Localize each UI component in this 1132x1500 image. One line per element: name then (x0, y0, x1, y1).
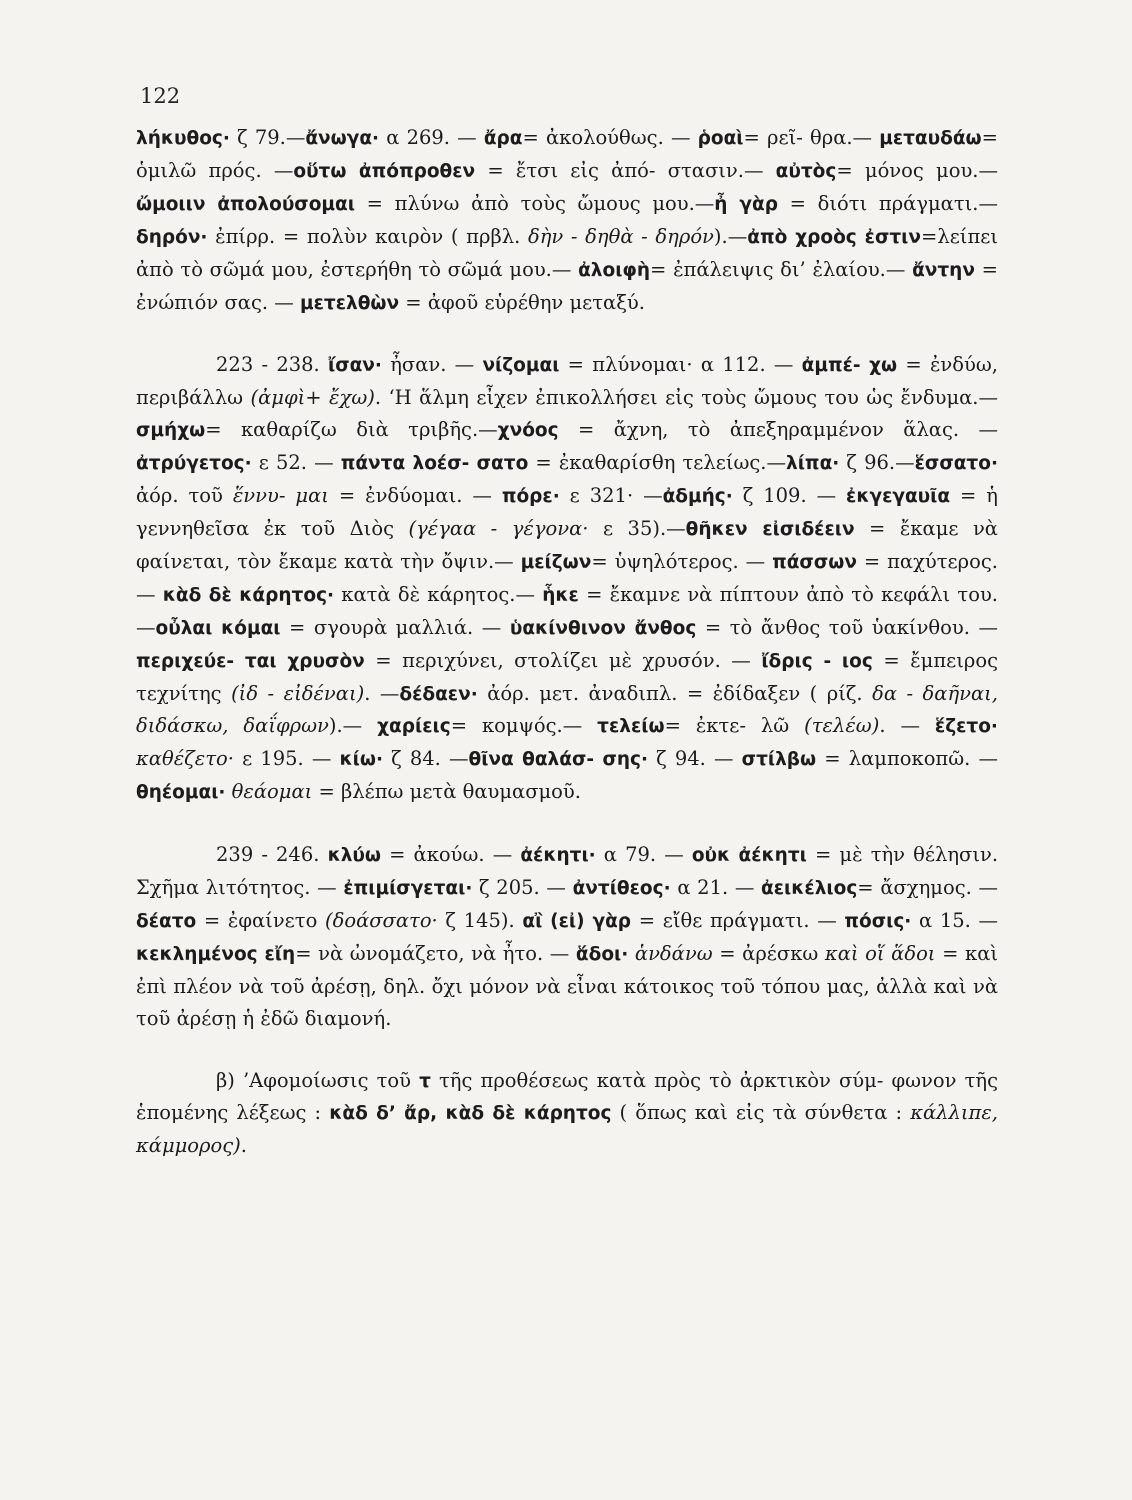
headword: ἀντίθεος· (572, 878, 671, 900)
headword: θηέομαι· (136, 782, 226, 804)
headword: ἄρα (483, 128, 523, 149)
headword: ἅδοι· (575, 943, 629, 965)
headword: ἦ γὰρ (714, 193, 778, 215)
headword: ἀμπέ- χω (801, 355, 898, 377)
headword: μετελθὼν (299, 292, 400, 314)
paragraph-assimilation-note: β) ’Αφομοίωσις τοῦ τ τῆς προθέσεως κατὰ πρὸς τὸ ἀρκτικὸν σύμ- φωνον τῆς ἑπομένης λέξεως : κὰδ δ’ ἄρ, κὰδ δὲ κάρητος ( ὅπως καὶ εἰς τὰ σύνθετα : κάλλιπε, κάμμορος). (136, 1068, 999, 1158)
headword: ἀπὸ χροὸς ἐστιν (747, 226, 921, 248)
headword: δηρόν· (136, 226, 208, 248)
headword: χνόος (497, 420, 559, 442)
italic-term: δα - δαῆναι, διδάσκω, δαΐφρων (136, 681, 998, 738)
italic-term: (δοάσσατο· (324, 908, 438, 932)
paragraph-glossary-intro: λήκυθος· ζ 79.—ἄνωγα· α 269. — ἄρα= ἀκολούθως. — ῥοαὶ= ρεῖ- θρα.— μεταυδάω= ὁμιλῶ πρός. —οὕτω ἀπόπροθεν = ἔτσι εἰς ἀπό- στασιν.— αὐτὸς= μόνος μου.— ὤμοιιν ἀπολούσομαι = πλύνω ἀπὸ τοὺς ὤμους μου.—ἦ γὰρ = διότι πράγματι.—δηρόν· ἐπίρρ. = πολὺν καιρὸν ( πρβλ. δὴν - δηθὰ - δηρόν).—ἀπὸ χροὸς ἐστιν=λείπει ἀπὸ τὸ σῶμά μου, ἐστερήθη τὸ σῶμά μου.— ἀλοιφὴ= ἐπάλειψις δι’ ἐλαίου.— ἄντην = ἐνώπιόν σας. — μετελθὼν = ἀφοῦ εὑρέθην μεταξύ. (136, 126, 999, 314)
headword: θῖνα θαλάσ- σης· (468, 749, 649, 771)
headword: ὑακίνθινον ἄνθος (509, 617, 697, 639)
italic-term: ἕννυ- μαι (232, 484, 329, 508)
headword: οὐκ ἀέκητι (691, 845, 807, 867)
headword: ἄνωγα· (305, 128, 380, 149)
headword: περιχεύε- ται χρυσὸν (136, 650, 365, 672)
paragraph-lines-223-238: 223 - 238. ἴσαν· ἦσαν. — νίζομαι = πλύνομαι· α 112. — ἀμπέ- χω = ἐνδύω, περιβάλλω (ἀμφὶ+ ἔχω). ‘Η ἅλμη εἶχεν ἐπικολλήσει εἰς τοὺς ὤμους του ὡς ἔνδυμα.—σμήχω= καθαρίζω διὰ τριβῆς.—χνόος = ἄχνη, τὸ ἀπεξηραμμένον ἅλας. — ἀτρύγετος· ε 52. — πάντα λοέσ- σατο = ἐκαθαρίσθη τελείως.—λίπα· ζ 96.—ἕσσατο· ἀόρ. τοῦ ἕννυ- μαι = ἐνδύομαι. — πόρε· ε 321· —ἀδμής· ζ 109. — ἐκγεγαυῖα = ἡ γεννηθεῖσα ἐκ τοῦ Διὸς (γέγαα - γέγονα· ε 35).—θῆκεν εἰσιδέειν = ἔκαμε νὰ φαίνεται, τὸν ἔκαμε κατὰ τὴν ὄψιν.— μείζων= ὑψηλότερος. — πάσσων = παχύτερος. — κὰδ δὲ κάρητος· κατὰ δὲ κάρητος.— ἧκε = ἔκαμνε νὰ πίπτουν ἀπὸ τὸ κεφάλι του.—οὖλαι κόμαι = σγουρὰ μαλλιά. — ὑακίνθινον ἄνθος = τὸ ἄνθος τοῦ ὑακίνθου. — περιχεύε- ται χρυσὸν = περιχύνει, στολίζει μὲ χρυσόν. — ἴδρις - ιος = ἔμπειρος τεχνίτης (ἰδ - εἰδέναι). —δέδαεν· ἀόρ. μετ. ἀναδιπλ. = ἐδίδαξεν ( ρίζ. δα - δαῆναι, διδάσκω, δαΐφρων).— χαρίεις= κομψός.— τελείω= ἐκτε- λῶ (τελέω). — ἕζετο· καθέζετο· ε 195. — κίω· ζ 84. —θῖνα θαλάσ- σης· ζ 94. — στίλβω = λαμποκοπῶ. —θηέομαι· θεάομαι = βλέπω μετὰ θαυμασμοῦ. (136, 353, 999, 804)
headword: θῆκεν εἰσιδέειν (685, 518, 855, 540)
italic-term: δὴν - δηθὰ - δηρόν (527, 224, 714, 248)
headword: δέδαεν· (399, 683, 478, 705)
headword: ἀέκητι· (520, 845, 596, 867)
headword: αἲ (εἰ) γὰρ (522, 910, 632, 932)
headword: πόσις· (844, 910, 912, 932)
italic-term: οἵ (865, 941, 885, 965)
headword: ἕζετο· (934, 716, 998, 738)
headword: κλύω (327, 845, 381, 867)
headword: τ (419, 1070, 431, 1092)
italic-term: ἁνδάνω (634, 941, 713, 965)
headword: ὤμοιιν ἀπολούσομαι (136, 193, 355, 215)
headword: λίπα· (786, 453, 840, 475)
headword: ἴδρις - ιος (761, 650, 873, 672)
headword: πάσσων (772, 551, 857, 573)
headword: ἐπιμίσγεται· (343, 878, 473, 900)
headword: ἀδμής· (662, 486, 733, 508)
paragraph-lines-239-246: 239 - 246. κλύω = ἀκούω. — ἀέκητι· α 79. — οὐκ ἀέκητι = μὲ τὴν θέλησιν. Σχῆμα λιτότητος. — ἐπιμίσγεται· ζ 205. — ἀντίθεος· α 21. — ἀεικέλιος= ἄσχημος. — δέατο = ἐφαίνετο (δοάσσατο· ζ 145). αἲ (εἰ) γὰρ = εἴθε πράγματι. — πόσις· α 15. — κεκλημένος εἴη= νὰ ὠνομάζετο, νὰ ἦτο. — ἅδοι· ἁνδάνω = ἀρέσκω καὶ οἵ ἅδοι = καὶ ἐπὶ πλέον νὰ τοῦ ἀρέσῃ, δηλ. ὄχι μόνον νὰ εἶναι κάτοικος τοῦ τόπου μας, ἀλλὰ καὶ νὰ τοῦ ἀρέσῃ ἡ ἐδῶ διαμονή. (136, 843, 999, 1030)
headword: στίλβω (741, 749, 817, 771)
text-body (136, 122, 998, 1162)
italic-term: ἅδοι (891, 941, 936, 965)
headword: κὰδ δὲ κάρητος· (162, 584, 335, 606)
italic-term: κάλλιπε, κάμμορος) (136, 1101, 998, 1158)
headword: κὰδ δ’ ἄρ, κὰδ δὲ κάρητος (329, 1103, 612, 1125)
headword: μείζων (520, 551, 592, 573)
headword: πόρε· (501, 486, 560, 508)
headword: ἧκε (542, 584, 579, 606)
headword: νίζομαι (482, 355, 560, 377)
headword: ἀεικέλιος (761, 878, 858, 900)
headword: ἕσσατο· (914, 453, 998, 475)
headword: οὕτω ἀπόπροθεν (293, 160, 476, 182)
italic-term: (γέγαα - γέγονα· (408, 516, 589, 540)
headword: ῥοαὶ (697, 128, 744, 149)
headword: ἄντην (912, 259, 975, 281)
italic-term: (ἰδ - εἰδέναι) (231, 681, 365, 705)
italic-term: (τελέω) (804, 714, 880, 738)
headword: ἀτρύγετος· (136, 453, 252, 475)
headword: μεταυδάω (879, 128, 982, 149)
headword: κίω· (339, 749, 383, 771)
italic-term: (ἀμφὶ+ ἔχω) (250, 386, 375, 410)
headword: ἐκγεγαυῖα (846, 486, 951, 508)
headword: πάντα λοέσ- σατο (340, 453, 529, 475)
italic-term: καθέζετο· (136, 747, 234, 771)
italic-term: καὶ (824, 941, 859, 965)
page-number: 122 (140, 84, 181, 108)
headword: χαρίεις (377, 716, 451, 738)
italic-term: θεάομαι (231, 780, 313, 804)
headword: ἴσαν· (327, 355, 382, 377)
headword: σμήχω (136, 420, 206, 442)
headword: ἀλοιφὴ (578, 259, 651, 281)
headword: αὐτὸς (775, 160, 837, 182)
headword: δέατο (136, 910, 197, 932)
headword: τελείω (597, 716, 665, 738)
headword: λήκυθος· (136, 128, 230, 149)
headword: κεκλημένος εἴη (136, 943, 296, 965)
headword: οὖλαι κόμαι (155, 617, 281, 639)
